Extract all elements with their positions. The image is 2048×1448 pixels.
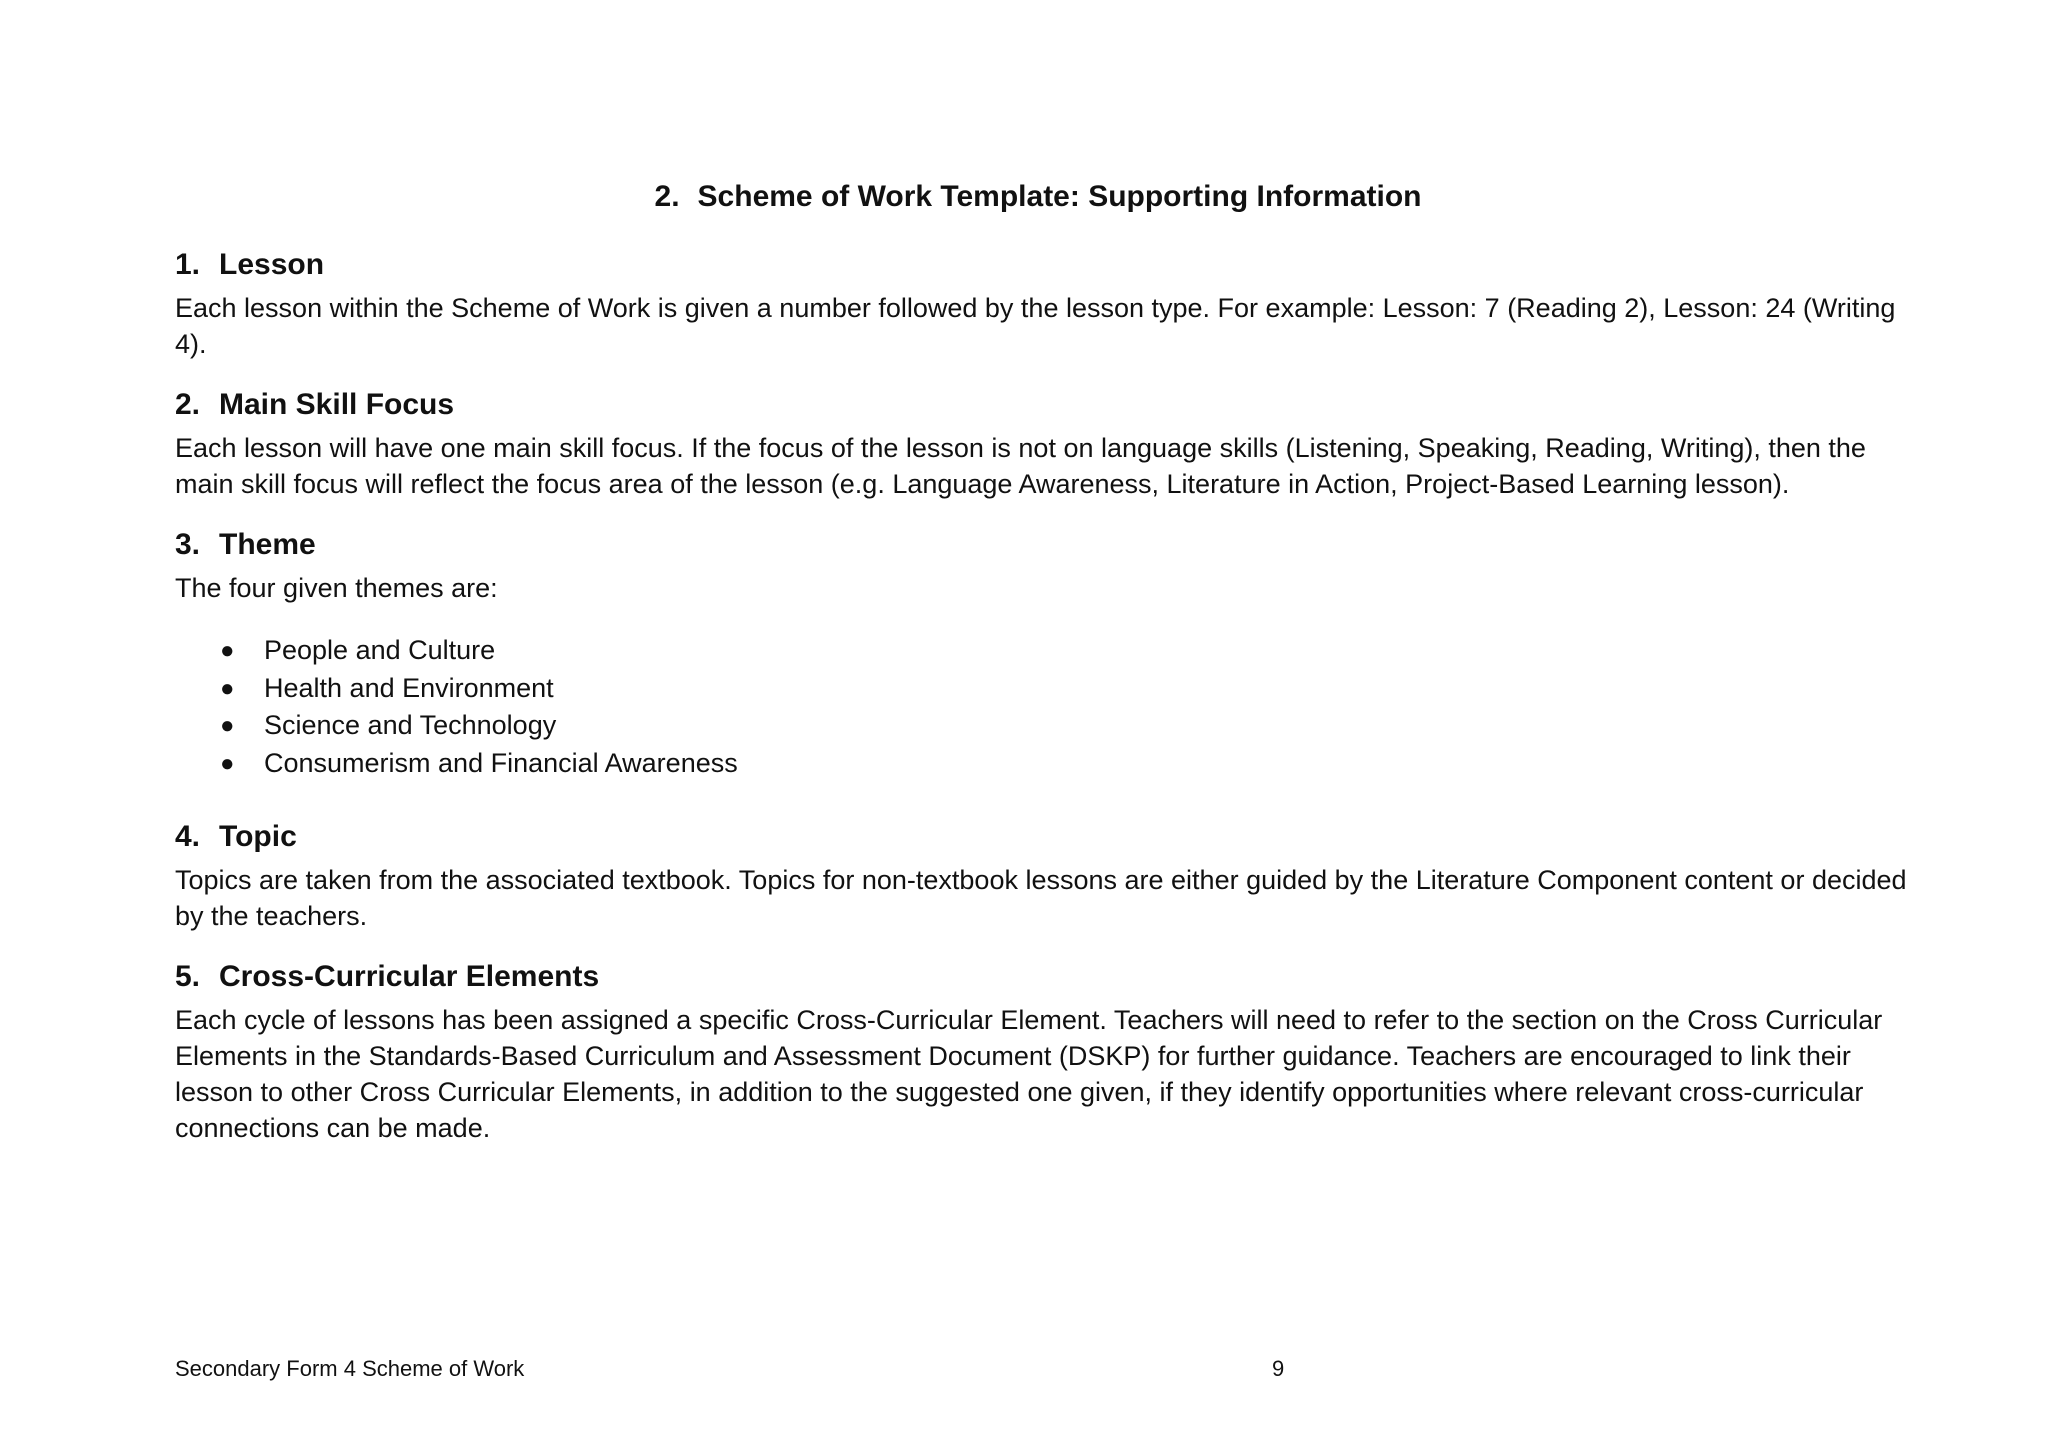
section-heading-text: Cross-Curricular Elements <box>219 960 600 993</box>
theme-list <box>175 632 1915 782</box>
footer-page-number: 9 <box>1272 1356 1285 1381</box>
bullet-icon: ● <box>220 749 235 777</box>
list-item-text: People and Culture <box>264 635 496 665</box>
bullet-icon: ● <box>220 712 235 739</box>
section-heading <box>175 384 1915 426</box>
section-heading-text: Lesson <box>219 248 325 281</box>
section-main-skill-focus <box>175 384 1915 502</box>
bullet-icon: ● <box>220 637 235 664</box>
section-theme <box>175 524 1915 782</box>
section-number: 1. <box>175 248 201 281</box>
footer-document-name: Secondary Form 4 Scheme of Work <box>175 1356 525 1381</box>
page-title-number: 2. <box>654 180 680 213</box>
main-content <box>175 244 1915 1168</box>
section-number: 4. <box>175 820 201 853</box>
section-number: 3. <box>175 528 201 561</box>
list-item <box>175 745 1915 783</box>
section-heading-text: Theme <box>219 528 316 561</box>
section-number: 5. <box>175 960 201 993</box>
page-title-text: Scheme of Work Template: Supporting Information <box>697 180 1422 213</box>
section-body: The four given themes are: <box>175 573 498 603</box>
section-body: Each lesson will have one main skill focus. If the focus of the lesson is not on language skills (Listening, Speaking, Reading, Writing), then the main skill focus will reflect the focus area of the lesson (e.g. Language Awareness, Literature in Action, Project-Based Learning lesson). <box>175 433 1866 499</box>
page-title <box>0 177 2048 217</box>
section-heading <box>175 816 1915 858</box>
bullet-icon: ● <box>220 674 235 702</box>
section-heading <box>175 244 1915 286</box>
list-item <box>175 670 1915 708</box>
section-heading-text: Main Skill Focus <box>219 388 455 421</box>
section-heading-text: Topic <box>219 820 297 853</box>
list-item-text: Health and Environment <box>264 672 554 703</box>
section-body: Each cycle of lessons has been assigned a specific Cross-Curricular Element. Teachers will need to refer to the section on the Cross Curricular Elements in the Standards-Based Curriculum and Assessment Document (DSKP) for further guidance. Teachers are encouraged to link their lesson to other Cross Curricular Elements, in addition to the suggested one given, if they identify opportunities where relevant cross-curricular connections can be made. <box>175 1005 1883 1143</box>
section-lesson <box>175 244 1915 362</box>
list-item <box>175 707 1915 745</box>
list-item <box>175 632 1915 670</box>
section-cross-curricular-elements <box>175 956 1915 1146</box>
section-body: Topics are taken from the associated textbook. Topics for non-textbook lessons are either guided by the Literature Component content or decided by the teachers. <box>175 865 1907 931</box>
section-topic <box>175 816 1915 934</box>
section-heading <box>175 524 1915 566</box>
section-number: 2. <box>175 388 201 421</box>
section-heading <box>175 956 1915 998</box>
list-item-text: Consumerism and Financial Awareness <box>264 747 738 778</box>
list-item-text: Science and Technology <box>264 710 557 740</box>
section-body: Each lesson within the Scheme of Work is given a number followed by the lesson type. For example: Lesson: 7 (Reading 2), Lesson: 24 (Writing 4). <box>175 293 1896 359</box>
